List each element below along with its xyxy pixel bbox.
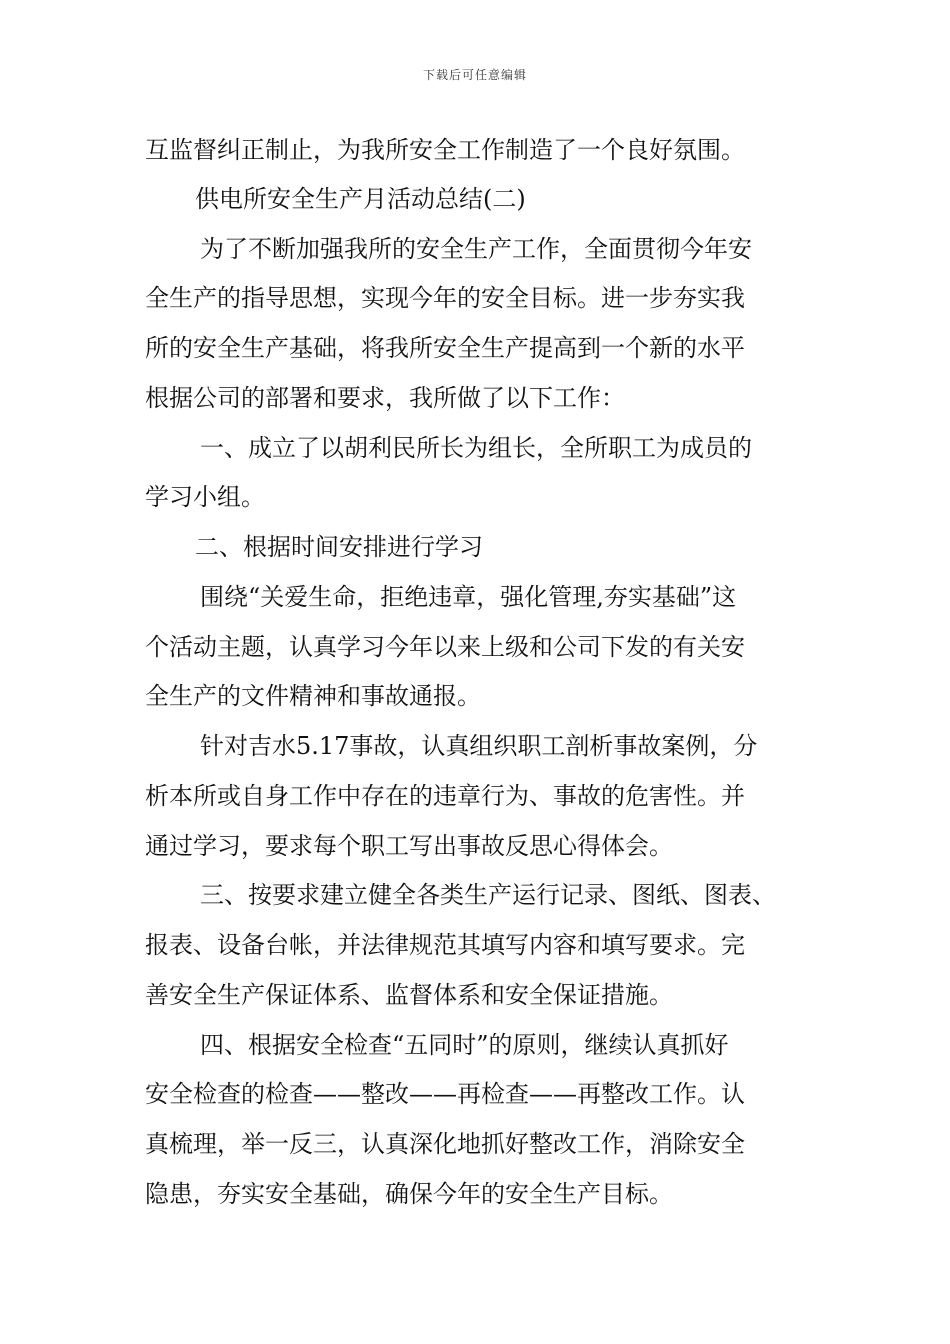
text-line: 个活动主题，认真学习今年以来上级和公司下发的有关安 — [145, 633, 745, 661]
section-title: 供电所安全生产月活动总结(二) — [195, 185, 526, 213]
text-line: 一、成立了以胡利民所长为组长，全所职工为成员的 — [200, 434, 752, 462]
text-line: 针对吉水5.17事故，认真组织职工剖析事故案例，分 — [200, 732, 758, 760]
text-line: 学习小组。 — [145, 483, 265, 511]
text-line: 互监督纠正制止，为我所安全工作制造了一个良好氛围。 — [145, 136, 745, 164]
text-line: 根据公司的部署和要求，我所做了以下工作： — [145, 384, 625, 412]
page-header: 下载后可任意编辑 — [422, 68, 527, 82]
text-line: 真梳理，举一反三，认真深化地抓好整改工作，消除安全 — [145, 1130, 745, 1158]
text-line: 二、根据时间安排进行学习 — [195, 533, 483, 561]
text-line: 善安全生产保证体系、监督体系和安全保证措施。 — [145, 981, 673, 1009]
text-line: 隐患，夯实安全基础，确保今年的安全生产目标。 — [145, 1180, 673, 1208]
text-line: 全生产的指导思想，实现今年的安全目标。进一步夯实我 — [145, 284, 745, 312]
text-line: 为了不断加强我所的安全生产工作，全面贯彻今年安 — [200, 235, 752, 263]
text-line: 报表、设备台帐，并法律规范其填写内容和填写要求。完 — [145, 931, 745, 959]
text-line: 析本所或自身工作中存在的违章行为、事故的危害性。并 — [145, 782, 745, 810]
text-line: 三、按要求建立健全各类生产运行记录、图纸、图表、 — [200, 881, 776, 909]
text-line: 四、根据安全检查“五同时”的原则，继续认真抓好 — [200, 1031, 729, 1059]
text-line: 所的安全生产基础，将我所安全生产提高到一个新的水平 — [145, 334, 745, 362]
text-line: 全生产的文件精神和事故通报。 — [145, 682, 481, 710]
text-line: 通过学习，要求每个职工写出事故反思心得体会。 — [145, 832, 673, 860]
text-line: 围绕“关爱生命，拒绝违章，强化管理,夯实基础”这 — [200, 583, 737, 611]
text-line: 安全检查的检查——整改——再检查——再整改工作。认 — [145, 1080, 745, 1108]
